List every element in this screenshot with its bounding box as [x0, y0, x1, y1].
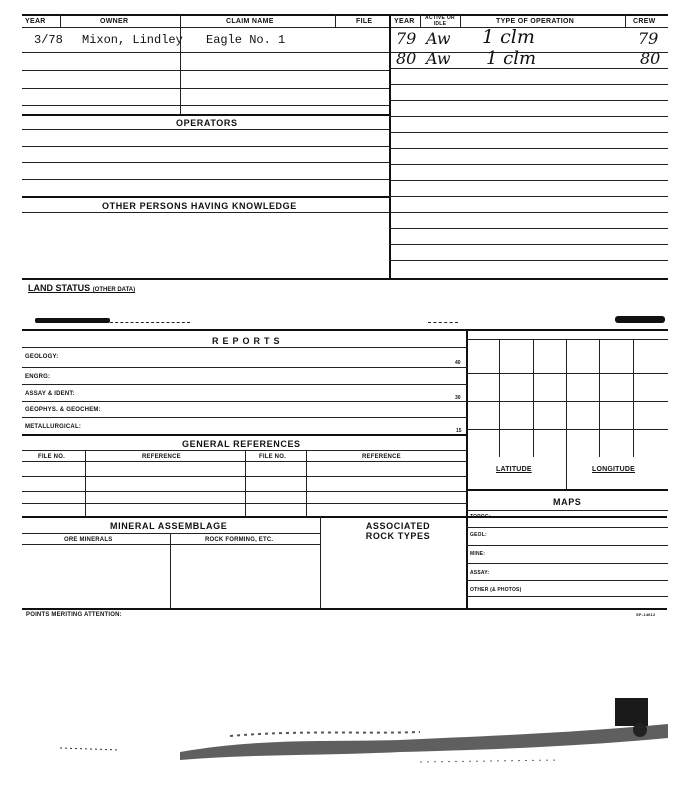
- grid-line: [466, 489, 668, 491]
- center-divider: [389, 14, 391, 279]
- header-bottom-line: [22, 27, 668, 28]
- ink-smudge: [35, 318, 110, 323]
- scan-artifact: [0, 690, 678, 770]
- section-divider: [22, 516, 667, 518]
- row-line: [22, 146, 389, 147]
- op-type-1: 1 clm: [482, 26, 535, 48]
- col-header-year-2: YEAR: [394, 18, 415, 25]
- geology-number: 40: [455, 360, 461, 366]
- latitude-label: LATITUDE: [496, 466, 532, 473]
- row-line: [389, 148, 668, 149]
- col-divider: [625, 14, 626, 27]
- col-divider: [170, 533, 171, 608]
- col-divider: [245, 450, 246, 516]
- row-line: [22, 162, 389, 163]
- row-line: [389, 100, 668, 101]
- col-divider: [60, 14, 61, 27]
- land-status-title: [28, 283, 135, 293]
- engrg-label: ENGRG:: [25, 374, 51, 380]
- row-line: [389, 212, 668, 213]
- row-line: [466, 510, 668, 511]
- row-line: [389, 68, 668, 69]
- form-number: SP-14612: [636, 612, 656, 617]
- land-status-label: LAND STATUS: [28, 283, 91, 293]
- row-line: [389, 52, 668, 53]
- row-line: [22, 347, 467, 348]
- maps-topog: TOPOG:: [470, 514, 491, 520]
- geophys-label: GEOPHYS. & GEOCHEM:: [25, 407, 101, 413]
- op-status-2: Aw: [426, 49, 451, 68]
- row-line: [22, 544, 320, 545]
- row-line: [22, 114, 389, 116]
- maps-mine: MINE:: [470, 551, 486, 557]
- ref-col-reference: REFERENCE: [142, 454, 181, 460]
- col-divider: [306, 450, 307, 516]
- row-line: [22, 105, 389, 106]
- grid-line: [599, 339, 600, 457]
- col-divider: [420, 14, 421, 27]
- row-line: [22, 179, 389, 180]
- row-line: [389, 180, 668, 181]
- col-header-crew: CREW: [633, 18, 656, 25]
- maps-assay: ASSAY:: [470, 570, 490, 576]
- entry-owner: Mixon, Lindley: [82, 33, 183, 47]
- row-line: [22, 129, 389, 130]
- row-line: [22, 70, 389, 71]
- row-line: [389, 228, 668, 229]
- mineral-assemblage-title: MINERAL ASSEMBLAGE: [110, 521, 228, 531]
- row-line: [389, 132, 668, 133]
- entry-year: 3/78: [34, 33, 63, 47]
- col-divider: [85, 450, 86, 516]
- row-line: [22, 533, 320, 534]
- grid-line: [533, 339, 534, 457]
- ref-col-file-no: FILE NO.: [38, 454, 65, 460]
- maps-geol: GEOL:: [470, 532, 487, 538]
- bottom-border: [22, 608, 667, 610]
- row-line: [22, 367, 467, 368]
- grid-line: [499, 339, 500, 457]
- row-line: [22, 212, 389, 213]
- ink-smudge: [615, 316, 665, 323]
- col-divider: [180, 14, 181, 114]
- row-line: [466, 580, 668, 581]
- maps-other: OTHER (& PHOTOS): [470, 587, 522, 593]
- col-header-file: FILE: [356, 18, 373, 25]
- col-divider: [320, 516, 321, 608]
- entry-claim-name: Eagle No. 1: [206, 33, 286, 47]
- grid-line: [633, 339, 634, 457]
- rock-forming-header: ROCK FORMING, ETC.: [205, 537, 274, 543]
- section-divider: [22, 329, 668, 331]
- assay-label: ASSAY & IDENT:: [25, 391, 75, 397]
- row-line: [389, 244, 668, 245]
- row-line: [466, 596, 668, 597]
- col-header-owner: OWNER: [100, 18, 129, 25]
- op-status-1: Aw: [426, 29, 451, 48]
- op-year-1: 79: [396, 29, 417, 48]
- assay-number: 30: [455, 395, 461, 401]
- row-line: [428, 322, 458, 323]
- operators-title: OPERATORS: [176, 118, 238, 128]
- ref-col-reference-2: REFERENCE: [362, 454, 401, 460]
- row-line: [389, 260, 668, 261]
- maps-title: MAPS: [553, 497, 582, 507]
- row-line: [22, 417, 467, 418]
- op-year-2: 80: [396, 49, 417, 68]
- col-header-type-operation: TYPE OF OPERATION: [496, 18, 575, 25]
- grid-line: [466, 401, 668, 402]
- row-line: [466, 545, 668, 546]
- row-line: [22, 434, 467, 436]
- row-line: [466, 527, 668, 528]
- op-crew-2: 80: [640, 49, 661, 68]
- row-line: [389, 84, 668, 85]
- op-type-2: 1 clm: [486, 48, 537, 69]
- top-border: [22, 14, 668, 16]
- row-line: [110, 322, 190, 323]
- op-crew-1: 79: [638, 29, 659, 48]
- ore-minerals-header: ORE MINERALS: [64, 537, 113, 543]
- general-references-title: GENERAL REFERENCES: [182, 439, 301, 449]
- row-line: [22, 196, 389, 198]
- grid-line: [466, 339, 668, 340]
- row-line: [389, 164, 668, 165]
- associated-rock-types-title: ASSOCIATED ROCK TYPES: [365, 521, 431, 541]
- row-line: [22, 384, 467, 385]
- col-header-claim-name: CLAIM NAME: [226, 18, 274, 25]
- col-divider: [460, 14, 461, 27]
- ref-col-file-no-2: FILE NO.: [259, 454, 286, 460]
- col-header-active-idle: ACTIVE OR IDLE: [425, 15, 455, 27]
- row-line: [22, 401, 467, 402]
- grid-line: [466, 373, 668, 374]
- row-line: [466, 563, 668, 564]
- row-line: [22, 52, 389, 53]
- metallurgical-number: 15: [456, 428, 462, 434]
- section-divider: [22, 278, 668, 280]
- grid-line: [566, 339, 567, 489]
- row-line: [389, 196, 668, 197]
- geology-label: GEOLOGY:: [25, 354, 59, 360]
- grid-line: [466, 429, 668, 430]
- metallurgical-label: METALLURGICAL:: [25, 424, 82, 430]
- points-meriting-attention: POINTS MERITING ATTENTION:: [26, 612, 122, 618]
- row-line: [22, 88, 389, 89]
- reports-title: REPORTS: [212, 336, 284, 346]
- col-divider: [335, 14, 336, 27]
- other-persons-title: OTHER PERSONS HAVING KNOWLEDGE: [102, 201, 297, 211]
- col-header-year: YEAR: [25, 18, 46, 25]
- longitude-label: LONGITUDE: [592, 466, 636, 473]
- land-status-sub: (OTHER DATA): [92, 287, 136, 293]
- row-line: [389, 116, 668, 117]
